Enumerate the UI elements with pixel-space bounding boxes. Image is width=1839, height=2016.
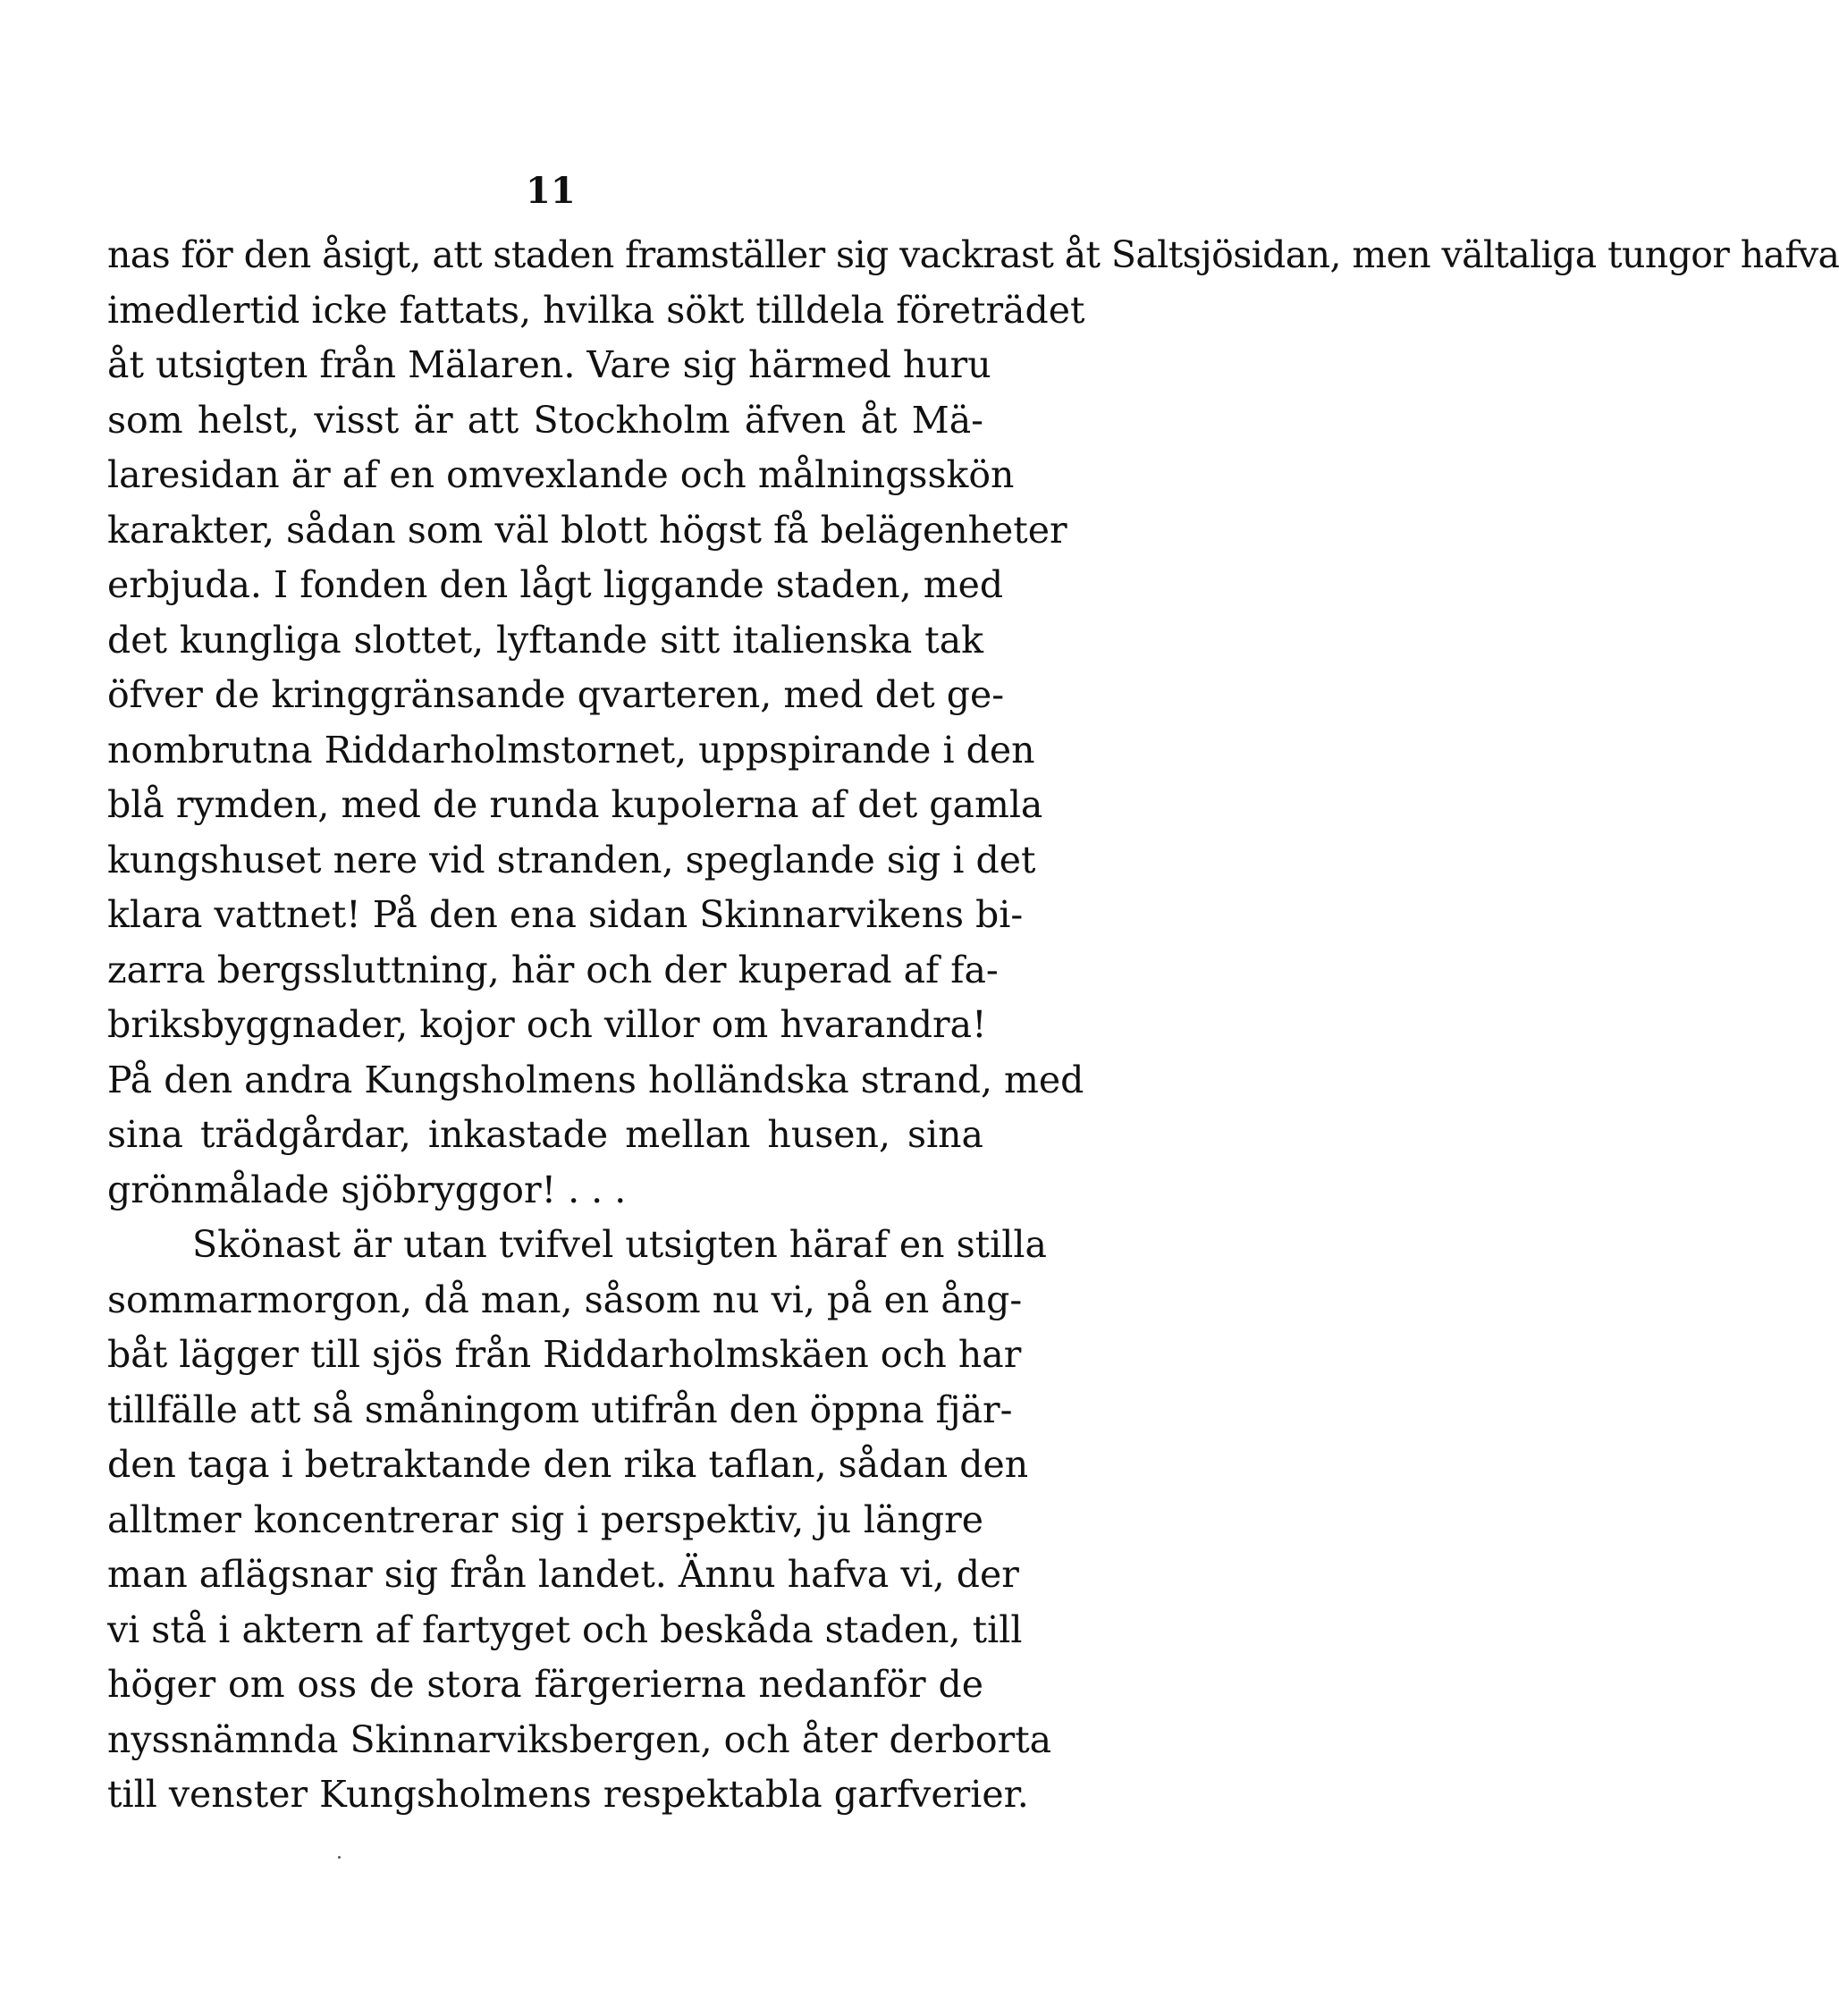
text-line: alltmer koncentrerar sig i perspektiv, ju längre bbox=[107, 1497, 983, 1541]
text-line: sommarmorgon, då man, såsom nu vi, på en ång- bbox=[107, 1278, 1023, 1321]
text-line: imedlertid icke fattats, hvilka sökt tilldela företrädet bbox=[107, 288, 1085, 332]
text-line: den taga i betraktande den rika taflan, sådan den bbox=[107, 1443, 1029, 1486]
text-line: erbjuda. I fonden den lågt liggande staden, med bbox=[107, 563, 1004, 606]
text-line: briksbyggnader, kojor och villor om hvarandra! bbox=[107, 1003, 987, 1046]
text-line: sina trädgårdar, inkastade mellan husen, sina bbox=[107, 1113, 983, 1156]
text-line: zarra bergssluttning, här och der kuperad af fa- bbox=[107, 948, 999, 991]
text-line: nas för den åsigt, att staden framställer sig vackrast åt Saltsjösidan, men vältaliga tungor hafva bbox=[107, 233, 1839, 276]
text-line: blå rymden, med de runda kupolerna af det gamla bbox=[107, 783, 1043, 826]
text-line: öfver de kringgränsande qvarteren, med det ge- bbox=[107, 673, 1005, 716]
text-line: höger om oss de stora färgerierna nedanför de bbox=[107, 1663, 983, 1706]
text-line: Skönast är utan tvifvel utsigten häraf en stilla bbox=[192, 1223, 1047, 1266]
body-text bbox=[107, 228, 1839, 1823]
text-line: nombrutna Riddarholmstornet, uppspirande i den bbox=[107, 728, 1035, 772]
text-line: till venster Kungsholmens respektabla garfverier. bbox=[107, 1773, 1029, 1816]
text-line: grönmålade sjöbryggor! . . . bbox=[107, 1168, 627, 1211]
text-line: kungshuset nere vid stranden, speglande sig i det bbox=[107, 838, 1036, 881]
text-line: vi stå i aktern af fartyget och beskåda staden, till bbox=[107, 1607, 1023, 1651]
text-line: tillfälle att så småningom utifrån den öppna fjär- bbox=[107, 1388, 1013, 1431]
text-line: nyssnämnda Skinnarviksbergen, och åter derborta bbox=[107, 1717, 1052, 1761]
text-line: båt lägger till sjös från Riddarholmskäen och har bbox=[107, 1333, 1022, 1376]
text-line: det kungliga slottet, lyftande sitt italienska tak bbox=[107, 618, 983, 662]
text-line: man aflägsnar sig från landet. Ännu hafva vi, der bbox=[107, 1553, 1019, 1596]
text-line: klara vattnet! På den ena sidan Skinnarvikens bi- bbox=[107, 893, 1024, 936]
ink-speck bbox=[338, 1856, 341, 1859]
text-line: laresidan är af en omvexlande och målningsskön bbox=[107, 453, 1015, 496]
text-line: som helst, visst är att Stockholm äfven åt Mä- bbox=[107, 398, 983, 442]
page-number: 11 bbox=[526, 170, 576, 212]
text-line: karakter, sådan som väl blott högst få belägenheter bbox=[107, 508, 1067, 552]
text-line: åt utsigten från Mälaren. Vare sig härmed huru bbox=[107, 343, 991, 386]
text-line: På den andra Kungsholmens holländska strand, med bbox=[107, 1058, 1084, 1101]
